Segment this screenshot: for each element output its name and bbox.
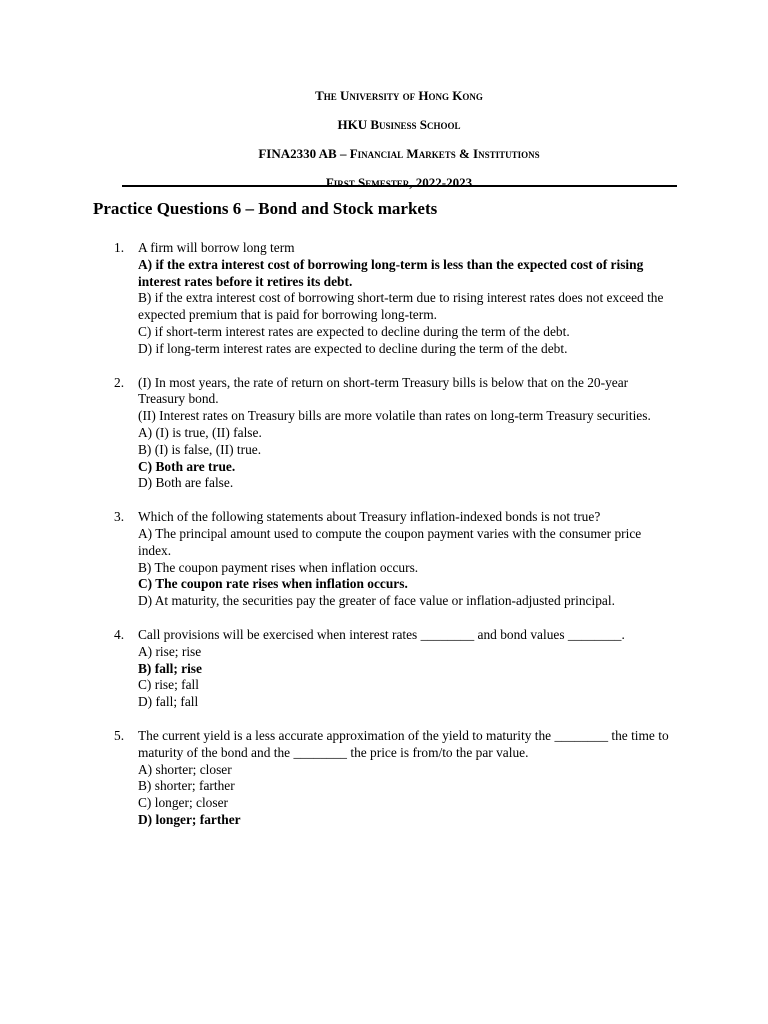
semester-name: First Semester, 2022-2023 — [325, 175, 473, 190]
option-d: D) if long-term interest rates are expected to decline during the term of the debt. — [138, 340, 568, 356]
option-c: C) The coupon rate rises when inflation occurs. — [138, 576, 408, 592]
option-a: A) (I) is true, (II) false. — [138, 424, 262, 440]
option-d: D) longer; farther — [138, 811, 241, 827]
question-number: 2. — [114, 374, 125, 390]
question-stem: Call provisions will be exercised when interest rates ________ and bond values ________. — [138, 626, 625, 642]
page-title: Practice Questions 6 – Bond and Stock markets — [93, 199, 438, 218]
question-list — [114, 240, 674, 846]
option-d: D) At maturity, the securities pay the greater of face value or inflation-adjusted principal. — [138, 593, 615, 609]
question-3 — [114, 509, 674, 610]
question-number: 3. — [114, 509, 125, 525]
option-a: A) The principal amount used to compute the coupon payment varies with the consumer price index. — [138, 525, 642, 558]
option-a: A) if the extra interest cost of borrowing long-term is less than the expected cost of rising interest rates before it retires its debt. — [138, 256, 644, 289]
question-4 — [114, 627, 674, 711]
question-stem: (I) In most years, the rate of return on short-term Treasury bills is below that on the 20-year Treasury bond. — [138, 374, 629, 407]
option-d: D) Both are false. — [138, 475, 234, 491]
option-b: B) (I) is false, (II) true. — [138, 441, 262, 457]
document-header — [0, 88, 768, 191]
option-d: D) fall; fall — [138, 694, 199, 710]
question-number: 5. — [114, 727, 125, 743]
question-stem: The current yield is a less accurate approximation of the yield to maturity the ________ the time to maturity of the bond and the ________ the price is from/to the par value. — [138, 727, 669, 760]
option-b: B) if the extra interest cost of borrowing short-term due to rising interest rates does not exceed the expected premium that is paid for borrowing long-term. — [138, 290, 664, 323]
option-a: A) shorter; closer — [138, 761, 232, 777]
university-name: The University of Hong Kong — [315, 88, 483, 103]
option-b: B) shorter; farther — [138, 778, 235, 794]
option-c: C) rise; fall — [138, 677, 199, 693]
option-c: C) if short-term interest rates are expected to decline during the term of the debt. — [138, 323, 570, 339]
option-b: B) fall; rise — [138, 660, 202, 676]
question-number: 1. — [114, 240, 125, 255]
question-2 — [114, 375, 674, 493]
question-5 — [114, 728, 674, 829]
question-1 — [114, 240, 674, 358]
option-c: C) longer; closer — [138, 795, 228, 811]
course-name: FINA2330 AB – Financial Markets & Institutions — [258, 146, 540, 161]
option-c: C) Both are true. — [138, 458, 236, 474]
question-stem-2: (II) Interest rates on Treasury bills are more volatile than rates on long-term Treasury securities. — [138, 408, 651, 424]
option-a: A) rise; rise — [138, 643, 202, 659]
option-b: B) The coupon payment rises when inflation occurs. — [138, 559, 419, 575]
question-stem: A firm will borrow long term — [138, 240, 295, 255]
school-name: HKU Business School — [337, 117, 461, 132]
question-stem: Which of the following statements about Treasury inflation-indexed bonds is not true? — [138, 509, 601, 525]
header-divider — [122, 185, 677, 187]
question-number: 4. — [114, 626, 125, 642]
